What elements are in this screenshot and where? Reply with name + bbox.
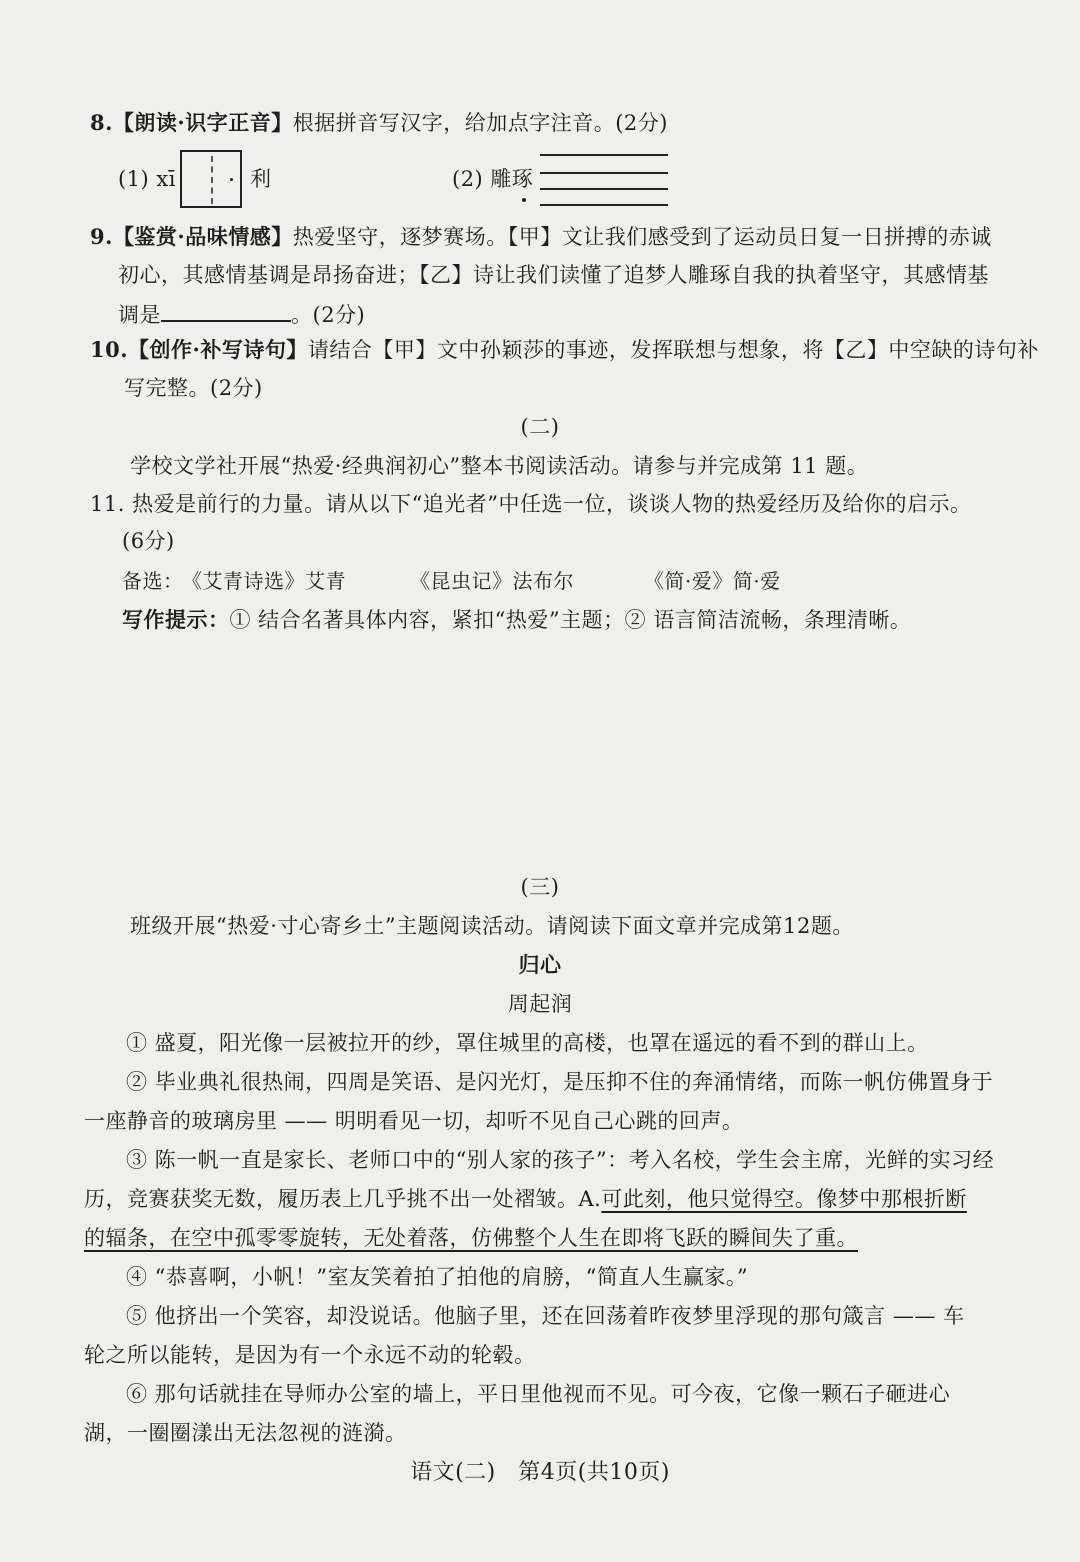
section-2-intro: 学校文学社开展“热爱·经典润初心”整本书阅读活动。请参与并完成第 11 题。 <box>130 454 869 478</box>
q11-hint-label: 写作提示： <box>122 607 230 632</box>
question-8 <box>90 108 668 138</box>
q9-line-3 <box>118 298 365 330</box>
q9-answer-blank[interactable] <box>161 298 291 322</box>
paragraph-3-line-1: ③ 陈一帆一直是家长、老师口中的“别人家的孩子”：考入名校，学生会主席，光鲜的实习经 <box>126 1148 995 1172</box>
q9-line-3-b: 。(2分) <box>291 303 366 327</box>
underlined-sentence-a: 可此刻，他只觉得空。像梦中那根折断 <box>601 1187 967 1211</box>
answer-line-3[interactable] <box>540 188 668 190</box>
paragraph-2-line-2: 一座静音的玻璃房里 —— 明明看见一切，却听不见自己心跳的回声。 <box>84 1109 744 1133</box>
box-dot <box>230 178 233 181</box>
paragraph-2-line-1: ② 毕业典礼很热闹，四周是笑语、是闪光灯，是压抑不住的奔涌情绪，而陈一帆仿佛置身于 <box>126 1070 994 1094</box>
paragraph-3-line-3: 的辐条，在空中孤零零旋转，无处着落，仿佛整个人生在即将飞跃的瞬间失了重。 <box>84 1226 858 1250</box>
q10-tag: 10.【创作·补写诗句】 <box>90 337 308 362</box>
q9-tag: 9.【鉴赏·品味情感】 <box>90 224 293 249</box>
paragraph-1: ① 盛夏，阳光像一层被拉开的纱，罩住城里的高楼，也罩在遥远的看不到的群山上。 <box>126 1031 929 1055</box>
section-2-heading: (二) <box>520 415 560 439</box>
article-title: 归心 <box>518 952 562 977</box>
paragraph-6-line-1: ⑥ 那句话就挂在导师办公室的墙上，平日里他视而不见。可今夜，它像一颗石子砸进心 <box>126 1382 951 1406</box>
section-3-heading: (三) <box>520 875 560 899</box>
q11-line-1: 11. 热爱是前行的力量。请从以下“追光者”中任选一位，谈谈人物的热爱经历及给你的启示。 <box>90 492 972 516</box>
paragraph-4: ④ “恭喜啊，小帆！”室友笑着拍了拍他的肩膀，“简直人生赢家。” <box>126 1265 749 1289</box>
section-3-intro: 班级开展“热爱·寸心寄乡土”主题阅读活动。请阅读下面文章并完成第12题。 <box>130 914 854 938</box>
q9-line-1: 热爱坚守，逐梦赛场。【甲】文让我们感受到了运动员日复一日拼搏的赤诚 <box>292 225 992 249</box>
q11-option-3: 《简·爱》简·爱 <box>644 569 781 593</box>
q10-line-2: 写完整。(2分) <box>124 376 263 400</box>
q9-line-2: 初心，其感情基调是昂扬奋进；【乙】诗让我们读懂了追梦人雕琢自我的执着坚守，其感情基 <box>118 263 989 287</box>
q11-line-2: (6分) <box>122 529 175 553</box>
box-guide-line <box>211 156 213 204</box>
q8-item1-label: (1) xī <box>118 167 176 191</box>
q9-line-3-a: 调是 <box>118 303 161 327</box>
paragraph-5-line-2: 轮之所以能转，是因为有一个永远不动的轮毂。 <box>84 1343 536 1367</box>
q10-line-1: 请结合【甲】文中孙颖莎的事迹，发挥联想与想象，将【乙】中空缺的诗句补 <box>307 338 1039 362</box>
answer-line-1[interactable] <box>540 154 668 156</box>
answer-line-2[interactable] <box>540 172 668 174</box>
paragraph-3-line-2-a: 历，竞赛获奖无数，履历表上几乎挑不出一处褶皱。A. <box>84 1187 602 1211</box>
page-footer: 语文(二) 第4页(共10页) <box>410 1460 670 1485</box>
q11-option-1: 《艾青诗选》艾青 <box>182 569 346 593</box>
q11-options-label: 备选： <box>122 569 184 593</box>
article-author: 周起润 <box>507 992 573 1016</box>
q8-text: 根据拼音写汉字，给加点字注音。(2分) <box>292 111 668 135</box>
q8-tag: 8.【朗读·识字正音】 <box>90 110 293 135</box>
tianzige-writing-box[interactable] <box>180 150 242 208</box>
q8-item1-suffix: 利 <box>250 167 272 191</box>
answer-line-4[interactable] <box>540 204 668 206</box>
question-9 <box>90 222 992 252</box>
q11-hint-text: ① 结合名著具体内容，紧扣“热爱”主题；② 语言简洁流畅，条理清晰。 <box>229 608 912 632</box>
q11-answer-area[interactable] <box>80 645 1000 860</box>
q8-item2-label: (2) 雕琢 <box>452 167 534 191</box>
emphasis-dot <box>522 198 526 202</box>
q11-option-2: 《昆虫记》法布尔 <box>410 569 574 593</box>
question-10 <box>90 335 1039 365</box>
paragraph-3-line-2 <box>84 1184 967 1214</box>
q11-hint <box>122 605 911 635</box>
paragraph-5-line-1: ⑤ 他挤出一个笑容，却没说话。他脑子里，还在回荡着昨夜梦里浮现的那句箴言 —— 车 <box>126 1304 965 1328</box>
paragraph-6-line-2: 湖，一圈圈漾出无法忽视的涟漪。 <box>84 1421 407 1445</box>
